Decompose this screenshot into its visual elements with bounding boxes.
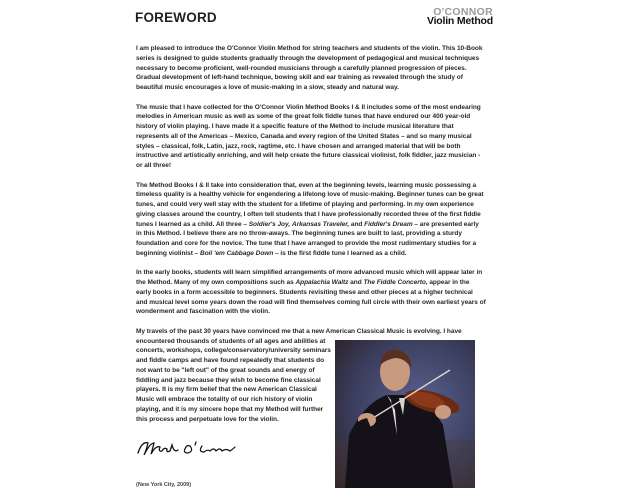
paragraph-5-first-line: My travels of the past 30 years have convinced me that a new American Classical Music is evolving. I have	[136, 327, 462, 335]
text-run: and	[349, 220, 365, 228]
violinist-photo	[335, 340, 475, 488]
signature-scribble	[136, 437, 236, 459]
violinist-illustration	[335, 340, 475, 488]
tune-title: Arkansas Traveler,	[291, 220, 350, 228]
text-run: In the early books, students will learn simplified arrangements of more advanced music which will appear later in the Method. Many of my own compositions such as	[136, 269, 483, 286]
logo-line2: Violin Method	[426, 15, 493, 27]
text-run: – are presented early in this Method. I believe there are no throw-aways. The beginning tunes are built to last, providing a sturdy foundation and core for the novice. The tune that I have arranged to provide the most rudimentary studies for a beginning violinist –	[136, 220, 479, 257]
signature	[136, 437, 236, 463]
work-title: The Fiddle Concerto	[363, 279, 426, 286]
oconnor-logo	[421, 8, 493, 26]
tune-title: Boil 'em Cabbage Down	[200, 249, 274, 257]
paragraph-4	[136, 268, 486, 317]
paragraph-1: I am pleased to introduce the O'Connor Violin Method for string teachers and students of the violin. This 10-Book series is designed to guide students gradually through the development of pedagogical and musical techniques necessary to become proficient, well-rounded musicians through a carefully planned progression of pieces. Gradual development of left-hand technique, bowing skill and ear training as revealed through the study of beautiful music encourages a love of music-making in a slow, steady and natural way.	[136, 45, 483, 91]
text-run: – is the first fiddle tune I learned as a child.	[273, 249, 407, 257]
paragraph-5-rest: encountered thousands of students of all ages and abilities at concerts, workshops, college/conservatory/university seminars and fiddle camps and have found repeatedly that students do not want to be "left out" of the great sounds and energy of fiddling and jazz because they wish to become fine classical players. It is my firm belief that the new American Classical Music will embrace the totality of our rich history of violin playing, and it is my sincere hope that my Method will further this process and perpetuate love for the violin.	[136, 337, 331, 423]
page-title: FOREWORD	[135, 10, 217, 25]
paragraph-3	[136, 181, 486, 259]
place-date: (New York City, 2009)	[136, 482, 192, 488]
tune-title: Fiddler's Dream	[364, 220, 413, 228]
text-run: and	[348, 279, 364, 286]
paragraph-2: The music that I have collected for the O'Connor Violin Method Books I & II includes some of the most endearing melodies in American music as well as some of the great folk fiddle tunes that have endured our 400 year-old history of violin playing. I have made it a specific feature of the Method to include musical literature that represents all of the Americas – Mexico, Canada and every region of the United States – and so many musical styles – classical, folk, Latin, jazz, rock, ragtime, etc. I have chosen and arranged material that will be both instructive and artistically enriching, and will help create the future classical violinist, folk fiddler, jazz musician - or all three!	[136, 103, 481, 169]
logo-line1: O'CONNOR	[433, 6, 493, 18]
tune-title: Soldier's Joy,	[248, 220, 291, 228]
text-run: , appear in the early books in a form accessible to beginners. Students revisiting these and other pieces at a higher technical and musical level some years down the road will find themselves coming full circle with their own earliest years of wonderment and fascination with the violin.	[136, 279, 486, 316]
text-run: The Method Books I & II take into consideration that, even at the beginning levels, learning music possessing a timeless quality is a healthy vehicle for engendering a lifelong love of music-making. Beginner tunes can be great tunes, and could very well stay with the student for a lifetime of playing and performing. In my own experience giving classes around the country, I often tell students that I have professionally recorded three of the first fiddle tunes I learned as a child. All three –	[136, 181, 484, 228]
work-title: Appalachia Waltz	[295, 279, 349, 286]
